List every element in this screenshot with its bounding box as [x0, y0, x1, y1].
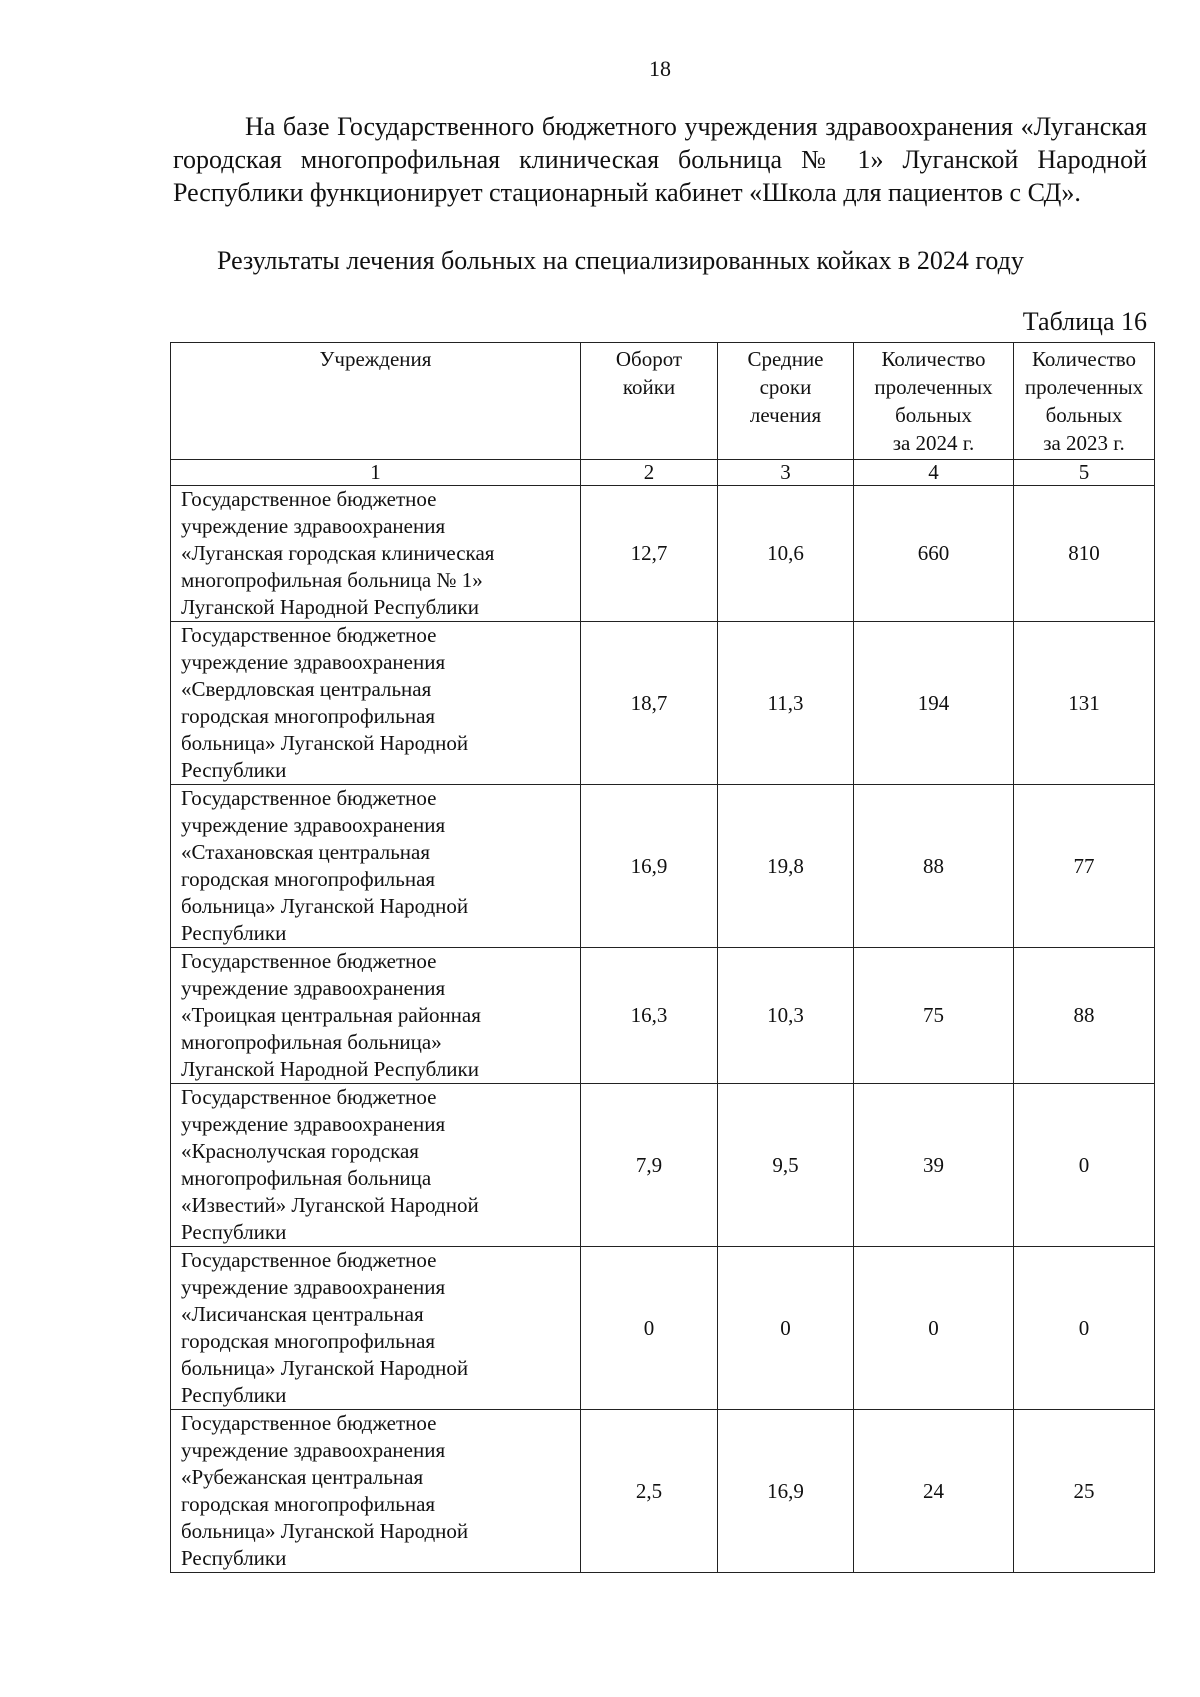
institution-line: «Свердловская центральная: [181, 677, 432, 701]
institution-line: многопрофильная больница: [181, 1166, 432, 1190]
institution-line: Государственное бюджетное: [181, 1085, 437, 1109]
treated-2023-cell: 0: [1014, 1084, 1155, 1247]
table-row: [171, 1410, 1155, 1573]
institution-line: «Известий» Луганской Народной: [181, 1193, 479, 1217]
institution-line: «Краснолучская городская: [181, 1139, 419, 1163]
institution-line: Государственное бюджетное: [181, 487, 437, 511]
institution-cell: [171, 1410, 581, 1573]
institution-line: учреждение здравоохранения: [181, 976, 446, 1000]
header-treated-2024: Количество пролеченных больных за 2024 г.: [854, 343, 1014, 460]
column-number: 1: [171, 460, 581, 486]
results-table: [170, 342, 1155, 1573]
institution-cell: [171, 1084, 581, 1247]
bed-turnover-cell: 12,7: [581, 486, 718, 622]
treated-2024-cell: 0: [854, 1247, 1014, 1410]
treated-2024-cell: 88: [854, 785, 1014, 948]
institution-line: Государственное бюджетное: [181, 786, 437, 810]
institution-line: Республики: [181, 1220, 287, 1244]
institution-cell: [171, 1247, 581, 1410]
treated-2024-cell: 660: [854, 486, 1014, 622]
table-label: Таблица 16: [1022, 307, 1147, 336]
average-stay-cell: 10,3: [718, 948, 854, 1084]
institution-line: городская многопрофильная: [181, 867, 436, 891]
institution-line: Государственное бюджетное: [181, 623, 437, 647]
treated-2024-cell: 24: [854, 1410, 1014, 1573]
header-bed-turnover: Оборот койки: [581, 343, 718, 460]
institution-line: Республики: [181, 921, 287, 945]
table-caption: Результаты лечения больных на специализированных койках в 2024 году: [217, 246, 1024, 275]
average-stay-cell: 19,8: [718, 785, 854, 948]
average-stay-cell: 10,6: [718, 486, 854, 622]
table-body: [171, 486, 1155, 1573]
table-row: [171, 1247, 1155, 1410]
column-number: 4: [854, 460, 1014, 486]
header-treated-2023: Количество пролеченных больных за 2023 г.: [1014, 343, 1155, 460]
institution-line: Луганской Народной Республики: [181, 595, 479, 619]
bed-turnover-cell: 18,7: [581, 622, 718, 785]
bed-turnover-cell: 16,3: [581, 948, 718, 1084]
column-number: 5: [1014, 460, 1155, 486]
institution-line: многопрофильная больница»: [181, 1030, 442, 1054]
header-average-stay: Средние сроки лечения: [718, 343, 854, 460]
treated-2023-cell: 131: [1014, 622, 1155, 785]
institution-line: учреждение здравоохранения: [181, 813, 446, 837]
institution-line: многопрофильная больница № 1»: [181, 568, 483, 592]
institution-cell: [171, 486, 581, 622]
bed-turnover-cell: 16,9: [581, 785, 718, 948]
treated-2023-cell: 0: [1014, 1247, 1155, 1410]
institution-line: «Стахановская центральная: [181, 840, 431, 864]
table-row: [171, 622, 1155, 785]
table-row: [171, 948, 1155, 1084]
treated-2024-cell: 194: [854, 622, 1014, 785]
average-stay-cell: 16,9: [718, 1410, 854, 1573]
institution-line: учреждение здравоохранения: [181, 650, 446, 674]
institution-line: учреждение здравоохранения: [181, 1112, 446, 1136]
institution-line: Государственное бюджетное: [181, 1248, 437, 1272]
page-number: 18: [649, 56, 671, 81]
column-number: 3: [718, 460, 854, 486]
institution-line: «Лисичанская центральная: [181, 1302, 424, 1326]
header-row: [171, 343, 1155, 460]
treated-2024-cell: 39: [854, 1084, 1014, 1247]
table-row: [171, 1084, 1155, 1247]
institution-line: больница» Луганской Народной: [181, 1519, 469, 1543]
institution-line: Государственное бюджетное: [181, 949, 437, 973]
treated-2023-cell: 810: [1014, 486, 1155, 622]
table-row: [171, 486, 1155, 622]
treated-2024-cell: 75: [854, 948, 1014, 1084]
average-stay-cell: 11,3: [718, 622, 854, 785]
institution-line: городская многопрофильная: [181, 1329, 436, 1353]
institution-line: городская многопрофильная: [181, 704, 436, 728]
column-number: 2: [581, 460, 718, 486]
institution-line: Луганской Народной Республики: [181, 1057, 479, 1081]
bed-turnover-cell: 2,5: [581, 1410, 718, 1573]
header-institutions: Учреждения: [171, 343, 581, 460]
institution-cell: [171, 622, 581, 785]
institution-line: учреждение здравоохранения: [181, 1438, 446, 1462]
treated-2023-cell: 77: [1014, 785, 1155, 948]
average-stay-cell: 9,5: [718, 1084, 854, 1247]
institution-line: больница» Луганской Народной: [181, 731, 469, 755]
institution-line: «Троицкая центральная районная: [181, 1003, 481, 1027]
institution-line: Государственное бюджетное: [181, 1411, 437, 1435]
institution-cell: [171, 785, 581, 948]
institution-line: «Рубежанская центральная: [181, 1465, 424, 1489]
treated-2023-cell: 88: [1014, 948, 1155, 1084]
institution-line: больница» Луганской Народной: [181, 1356, 469, 1380]
institution-line: «Луганская городская клиническая: [181, 541, 495, 565]
institution-line: Республики: [181, 758, 287, 782]
institution-line: Республики: [181, 1546, 287, 1570]
institution-line: больница» Луганской Народной: [181, 894, 469, 918]
column-number-row: [171, 460, 1155, 486]
institution-cell: [171, 948, 581, 1084]
institution-line: городская многопрофильная: [181, 1492, 436, 1516]
bed-turnover-cell: 0: [581, 1247, 718, 1410]
treated-2023-cell: 25: [1014, 1410, 1155, 1573]
institution-line: учреждение здравоохранения: [181, 1275, 446, 1299]
average-stay-cell: 0: [718, 1247, 854, 1410]
institution-line: учреждение здравоохранения: [181, 514, 446, 538]
intro-paragraph: На базе Государственного бюджетного учреждения здравоохранения «Луганская городская многопрофильная клиническая больница № 1» Луганской Народной Республики функционирует стационарный кабинет «Школа для пациентов с СД».: [173, 112, 1147, 207]
bed-turnover-cell: 7,9: [581, 1084, 718, 1247]
table-row: [171, 785, 1155, 948]
institution-line: Республики: [181, 1383, 287, 1407]
